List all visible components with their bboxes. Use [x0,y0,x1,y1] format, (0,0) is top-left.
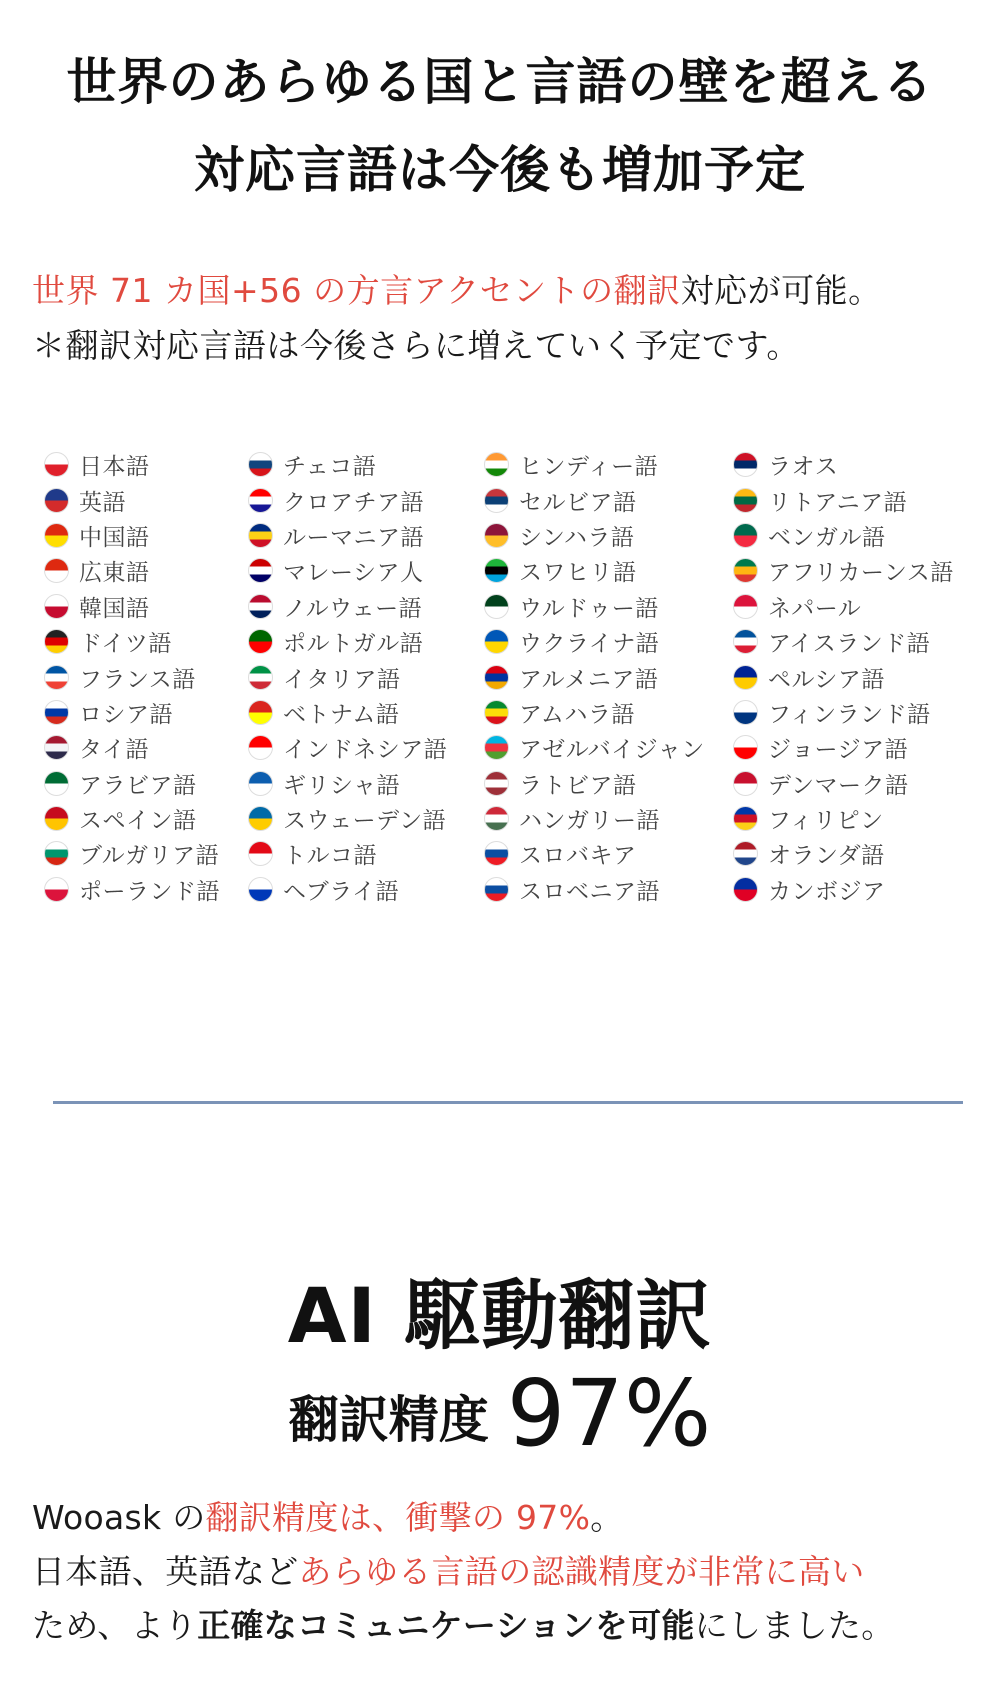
language-item [248,447,447,482]
language-label: スウェーデン語 [283,808,447,835]
flag-icon [733,488,758,513]
language-label: リトアニア語 [768,489,908,516]
flag-icon [733,877,758,902]
language-item [44,589,220,624]
flag-icon [44,735,69,760]
flag-icon [44,629,69,654]
language-label: セルビア語 [519,489,637,516]
language-column-2 [248,447,447,907]
headline-line-1: 世界のあらゆる国と言語の壁を超える [66,53,934,111]
language-label: ポルトガル語 [283,631,424,658]
language-item [733,447,954,482]
flag-icon [733,700,758,725]
language-label: フィリピン [768,808,884,835]
flag-icon [44,523,69,548]
flag-icon [733,523,758,548]
language-label: 広東語 [79,560,150,587]
language-item [248,836,447,871]
language-column-4 [733,447,954,907]
language-item [248,553,447,588]
flag-icon [248,700,273,725]
accuracy-label: 翻訳精度 [288,1391,489,1449]
language-label: ベンガル語 [768,524,886,551]
language-label: オランダ語 [768,843,885,870]
language-label: フィンランド語 [768,701,931,728]
flag-icon [484,558,509,583]
language-item [733,553,954,588]
language-item [733,659,954,694]
flag-icon [44,700,69,725]
language-item [248,624,447,659]
flag-icon [248,558,273,583]
desc-3-strong: 正確なコミュニケーションを可能 [197,1606,695,1645]
language-label: ネパール [768,595,862,622]
language-item [484,659,705,694]
language-label: 中国語 [79,524,150,551]
flag-icon [248,629,273,654]
flag-icon [248,806,273,831]
flag-icon [484,735,509,760]
language-label: ベトナム語 [283,701,400,728]
intro-highlight: 世界 71 カ国+56 の方言アクセントの翻訳 [32,271,681,310]
language-label: カンボジア [768,878,886,905]
language-item [248,730,447,765]
language-item [484,766,705,801]
language-label: ギリシャ語 [283,772,401,799]
language-label: スワヒリ語 [519,560,637,587]
language-label: デンマーク語 [768,772,909,799]
language-item [44,447,220,482]
language-label: シンハラ語 [519,524,635,551]
language-item [733,695,954,730]
desc-1-a: Wooask の [32,1498,206,1537]
language-item [44,872,220,907]
flag-icon [733,735,758,760]
desc-1-b: 。 [590,1498,624,1537]
language-label: ポーランド語 [79,878,220,905]
flag-icon [733,594,758,619]
flag-icon [248,735,273,760]
language-label: アゼルバイジャン [519,737,705,764]
flag-icon [484,841,509,866]
flag-icon [44,452,69,477]
language-item [733,872,954,907]
flag-icon [484,523,509,548]
accuracy-value: 97% [506,1360,712,1467]
language-item [44,553,220,588]
language-label: 英語 [79,489,126,516]
description-line-2 [32,1546,865,1593]
headline-line-2: 対応言語は今後も増加予定 [194,141,806,199]
language-item [484,447,705,482]
language-item [733,482,954,517]
language-item [733,730,954,765]
flag-icon [44,558,69,583]
language-item [484,801,705,836]
language-item [484,482,705,517]
language-item [733,624,954,659]
flag-icon [44,806,69,831]
language-item [248,589,447,624]
description-line-3 [32,1600,895,1647]
language-label: アムハラ語 [519,701,635,728]
accuracy-row [0,1360,1000,1467]
language-item [733,589,954,624]
flag-icon [44,841,69,866]
language-item [248,872,447,907]
flag-icon [248,877,273,902]
language-item [248,482,447,517]
flag-icon [248,452,273,477]
language-label: チェコ語 [283,454,377,481]
language-label: ヘブライ語 [283,878,400,905]
language-item [44,730,220,765]
language-label: トルコ語 [283,843,377,870]
language-label: スペイン語 [79,808,197,835]
flag-icon [484,665,509,690]
flag-icon [44,665,69,690]
language-label: ウクライナ語 [519,631,660,658]
language-item [44,624,220,659]
language-item [248,659,447,694]
language-label: ジョージア語 [768,737,909,764]
language-column-1 [44,447,220,907]
flag-icon [733,452,758,477]
flag-icon [484,806,509,831]
language-label: ブルガリア語 [79,843,220,870]
flag-icon [733,629,758,654]
language-label: ラオス [768,454,839,481]
language-item [44,766,220,801]
desc-3-a: ため、より [32,1606,198,1645]
language-label: ロシア語 [79,701,173,728]
flag-icon [248,523,273,548]
intro-line-1-rest: 対応が可能。 [680,271,882,310]
flag-icon [484,488,509,513]
language-item [484,730,705,765]
language-label: インドネシア語 [283,737,448,764]
flag-icon [248,665,273,690]
flag-icon [44,488,69,513]
flag-icon [733,558,758,583]
flag-icon [248,488,273,513]
language-label: ノルウェー語 [283,595,423,622]
language-label: ヒンディー語 [519,454,659,481]
language-item [484,624,705,659]
language-item [248,766,447,801]
language-label: ペルシア語 [768,666,885,693]
desc-1-highlight: 翻訳精度は、衝撃の 97% [205,1498,591,1537]
language-item [733,766,954,801]
language-item [484,836,705,871]
flag-icon [733,771,758,796]
language-label: アフリカーンス語 [768,560,954,587]
language-label: アルメニア語 [519,666,659,693]
language-label: ハンガリー語 [519,808,660,835]
flag-icon [484,452,509,477]
flag-icon [733,806,758,831]
language-item [248,518,447,553]
language-label: ラトビア語 [519,772,637,799]
language-item [484,518,705,553]
flag-icon [44,771,69,796]
flag-icon [44,877,69,902]
language-item [248,695,447,730]
desc-2-a: 日本語、英語など [32,1552,299,1591]
language-item [484,695,705,730]
language-item [44,695,220,730]
language-label: スロベニア語 [519,878,660,905]
desc-2-highlight: あらゆる言語の認識精度が非常に高い [298,1552,865,1591]
language-label: マレーシア人 [283,560,424,587]
ai-translation-title: AI 駆動翻訳 [287,1271,713,1360]
language-item [248,801,447,836]
language-item [44,836,220,871]
description-line-1 [32,1492,624,1539]
flag-icon [484,877,509,902]
flag-icon [484,771,509,796]
language-label: ウルドゥー語 [519,595,659,622]
flag-icon [484,594,509,619]
language-item [44,659,220,694]
language-item [733,836,954,871]
language-item [733,801,954,836]
language-label: スロバキア [519,843,637,870]
language-item [484,872,705,907]
flag-icon [44,594,69,619]
flag-icon [248,771,273,796]
language-label: 日本語 [79,454,150,481]
language-label: ドイツ語 [79,631,172,658]
flag-icon [484,700,509,725]
language-item [44,518,220,553]
intro-line-1 [32,265,882,312]
flag-icon [733,665,758,690]
language-column-3 [484,447,705,907]
language-item [733,518,954,553]
language-label: イタリア語 [283,666,401,693]
language-label: アイスランド語 [768,631,931,658]
flag-icon [733,841,758,866]
flag-icon [484,629,509,654]
language-label: ルーマニア語 [283,524,424,551]
language-item [44,801,220,836]
language-item [44,482,220,517]
section-divider [53,1101,963,1104]
intro-line-2: ＊翻訳対応言語は今後さらに増えていく予定です。 [32,326,800,365]
flag-icon [248,594,273,619]
language-label: 韓国語 [79,595,150,622]
language-label: タイ語 [79,737,150,764]
language-item [484,553,705,588]
language-item [484,589,705,624]
language-label: フランス語 [79,666,196,693]
language-label: アラビア語 [79,772,197,799]
desc-3-b: にしました。 [694,1606,895,1645]
flag-icon [248,841,273,866]
language-label: クロアチア語 [283,489,424,516]
